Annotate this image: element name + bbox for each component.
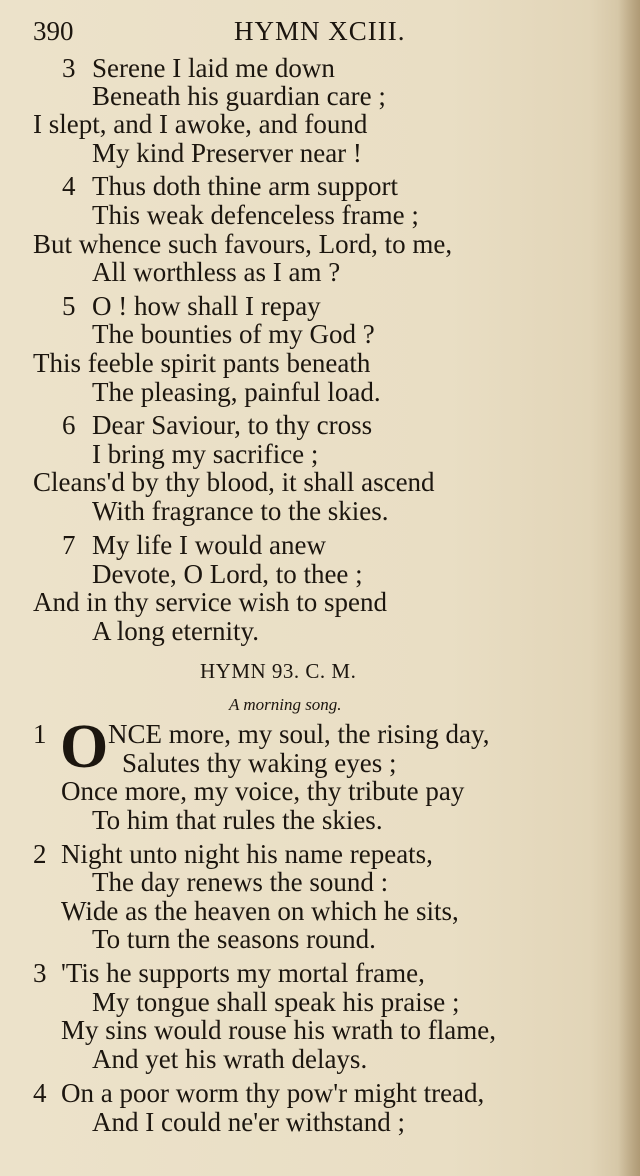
drop-cap: O xyxy=(60,713,109,781)
hymn-line: And I could ne'er withstand ; xyxy=(92,1107,406,1137)
hymn-line: With fragrance to the skies. xyxy=(92,496,389,526)
hymn-title: HYMN 93. C. M. xyxy=(200,659,357,683)
hymn-line: The bounties of my God ? xyxy=(92,319,375,349)
hymn-subtitle: A morning song. xyxy=(229,695,342,714)
hymn-line: The day renews the sound : xyxy=(92,867,389,897)
hymn-line: Thus doth thine arm support xyxy=(92,171,398,201)
stanza-number: 4 xyxy=(33,1078,47,1108)
hymn-line: All worthless as I am ? xyxy=(92,257,341,287)
stanza-number: 7 xyxy=(62,530,76,560)
hymn-line: My life I would anew xyxy=(92,530,326,560)
hymn-line: The pleasing, painful load. xyxy=(92,377,381,407)
hymn-line: To turn the seasons round. xyxy=(92,924,376,954)
hymn-line: Serene I laid me down xyxy=(92,53,335,83)
hymn-line: NCE more, my soul, the rising day, xyxy=(108,719,490,749)
stanza-number: 5 xyxy=(62,291,76,321)
page-number: 390 xyxy=(33,16,74,46)
hymn-line: 'Tis he supports my mortal frame, xyxy=(61,958,425,988)
hymn-line: Night unto night his name repeats, xyxy=(61,839,433,869)
hymn-line: This feeble spirit pants beneath xyxy=(33,348,371,378)
hymn-line: Salutes thy waking eyes ; xyxy=(122,748,397,778)
hymn-line: But whence such favours, Lord, to me, xyxy=(33,229,453,259)
page-edge-shadow xyxy=(618,0,640,1176)
hymn-line: O ! how shall I repay xyxy=(92,291,321,321)
hymn-line: I slept, and I awoke, and found xyxy=(33,109,368,139)
hymn-line: And in thy service wish to spend xyxy=(33,587,387,617)
hymn-line: On a poor worm thy pow'r might tread, xyxy=(61,1078,485,1108)
hymn-line: Beneath his guardian care ; xyxy=(92,81,386,111)
hymn-line: Once more, my voice, thy tribute pay xyxy=(61,776,465,806)
hymn-line: And yet his wrath delays. xyxy=(92,1044,368,1074)
hymn-line: Wide as the heaven on which he sits, xyxy=(61,896,459,926)
hymn-line: To him that rules the skies. xyxy=(92,805,383,835)
hymn-line: My sins would rouse his wrath to flame, xyxy=(61,1015,496,1045)
stanza-number: 6 xyxy=(62,410,76,440)
stanza-number: 3 xyxy=(62,53,76,83)
stanza-number: 3 xyxy=(33,958,47,988)
hymn-line: This weak defenceless frame ; xyxy=(92,200,419,230)
hymn-line: Devote, O Lord, to thee ; xyxy=(92,559,363,589)
stanza-number: 4 xyxy=(62,171,76,201)
hymn-line: I bring my sacrifice ; xyxy=(92,439,319,469)
running-head: HYMN XCIII. xyxy=(234,16,406,46)
hymn-line: Dear Saviour, to thy cross xyxy=(92,410,373,440)
hymn-line: My tongue shall speak his praise ; xyxy=(92,987,460,1017)
hymn-line: A long eternity. xyxy=(92,616,259,646)
stanza-number: 2 xyxy=(33,839,47,869)
hymn-line: My kind Preserver near ! xyxy=(92,138,362,168)
hymn-line: Cleans'd by thy blood, it shall ascend xyxy=(33,467,435,497)
stanza-number: 1 xyxy=(33,719,47,749)
